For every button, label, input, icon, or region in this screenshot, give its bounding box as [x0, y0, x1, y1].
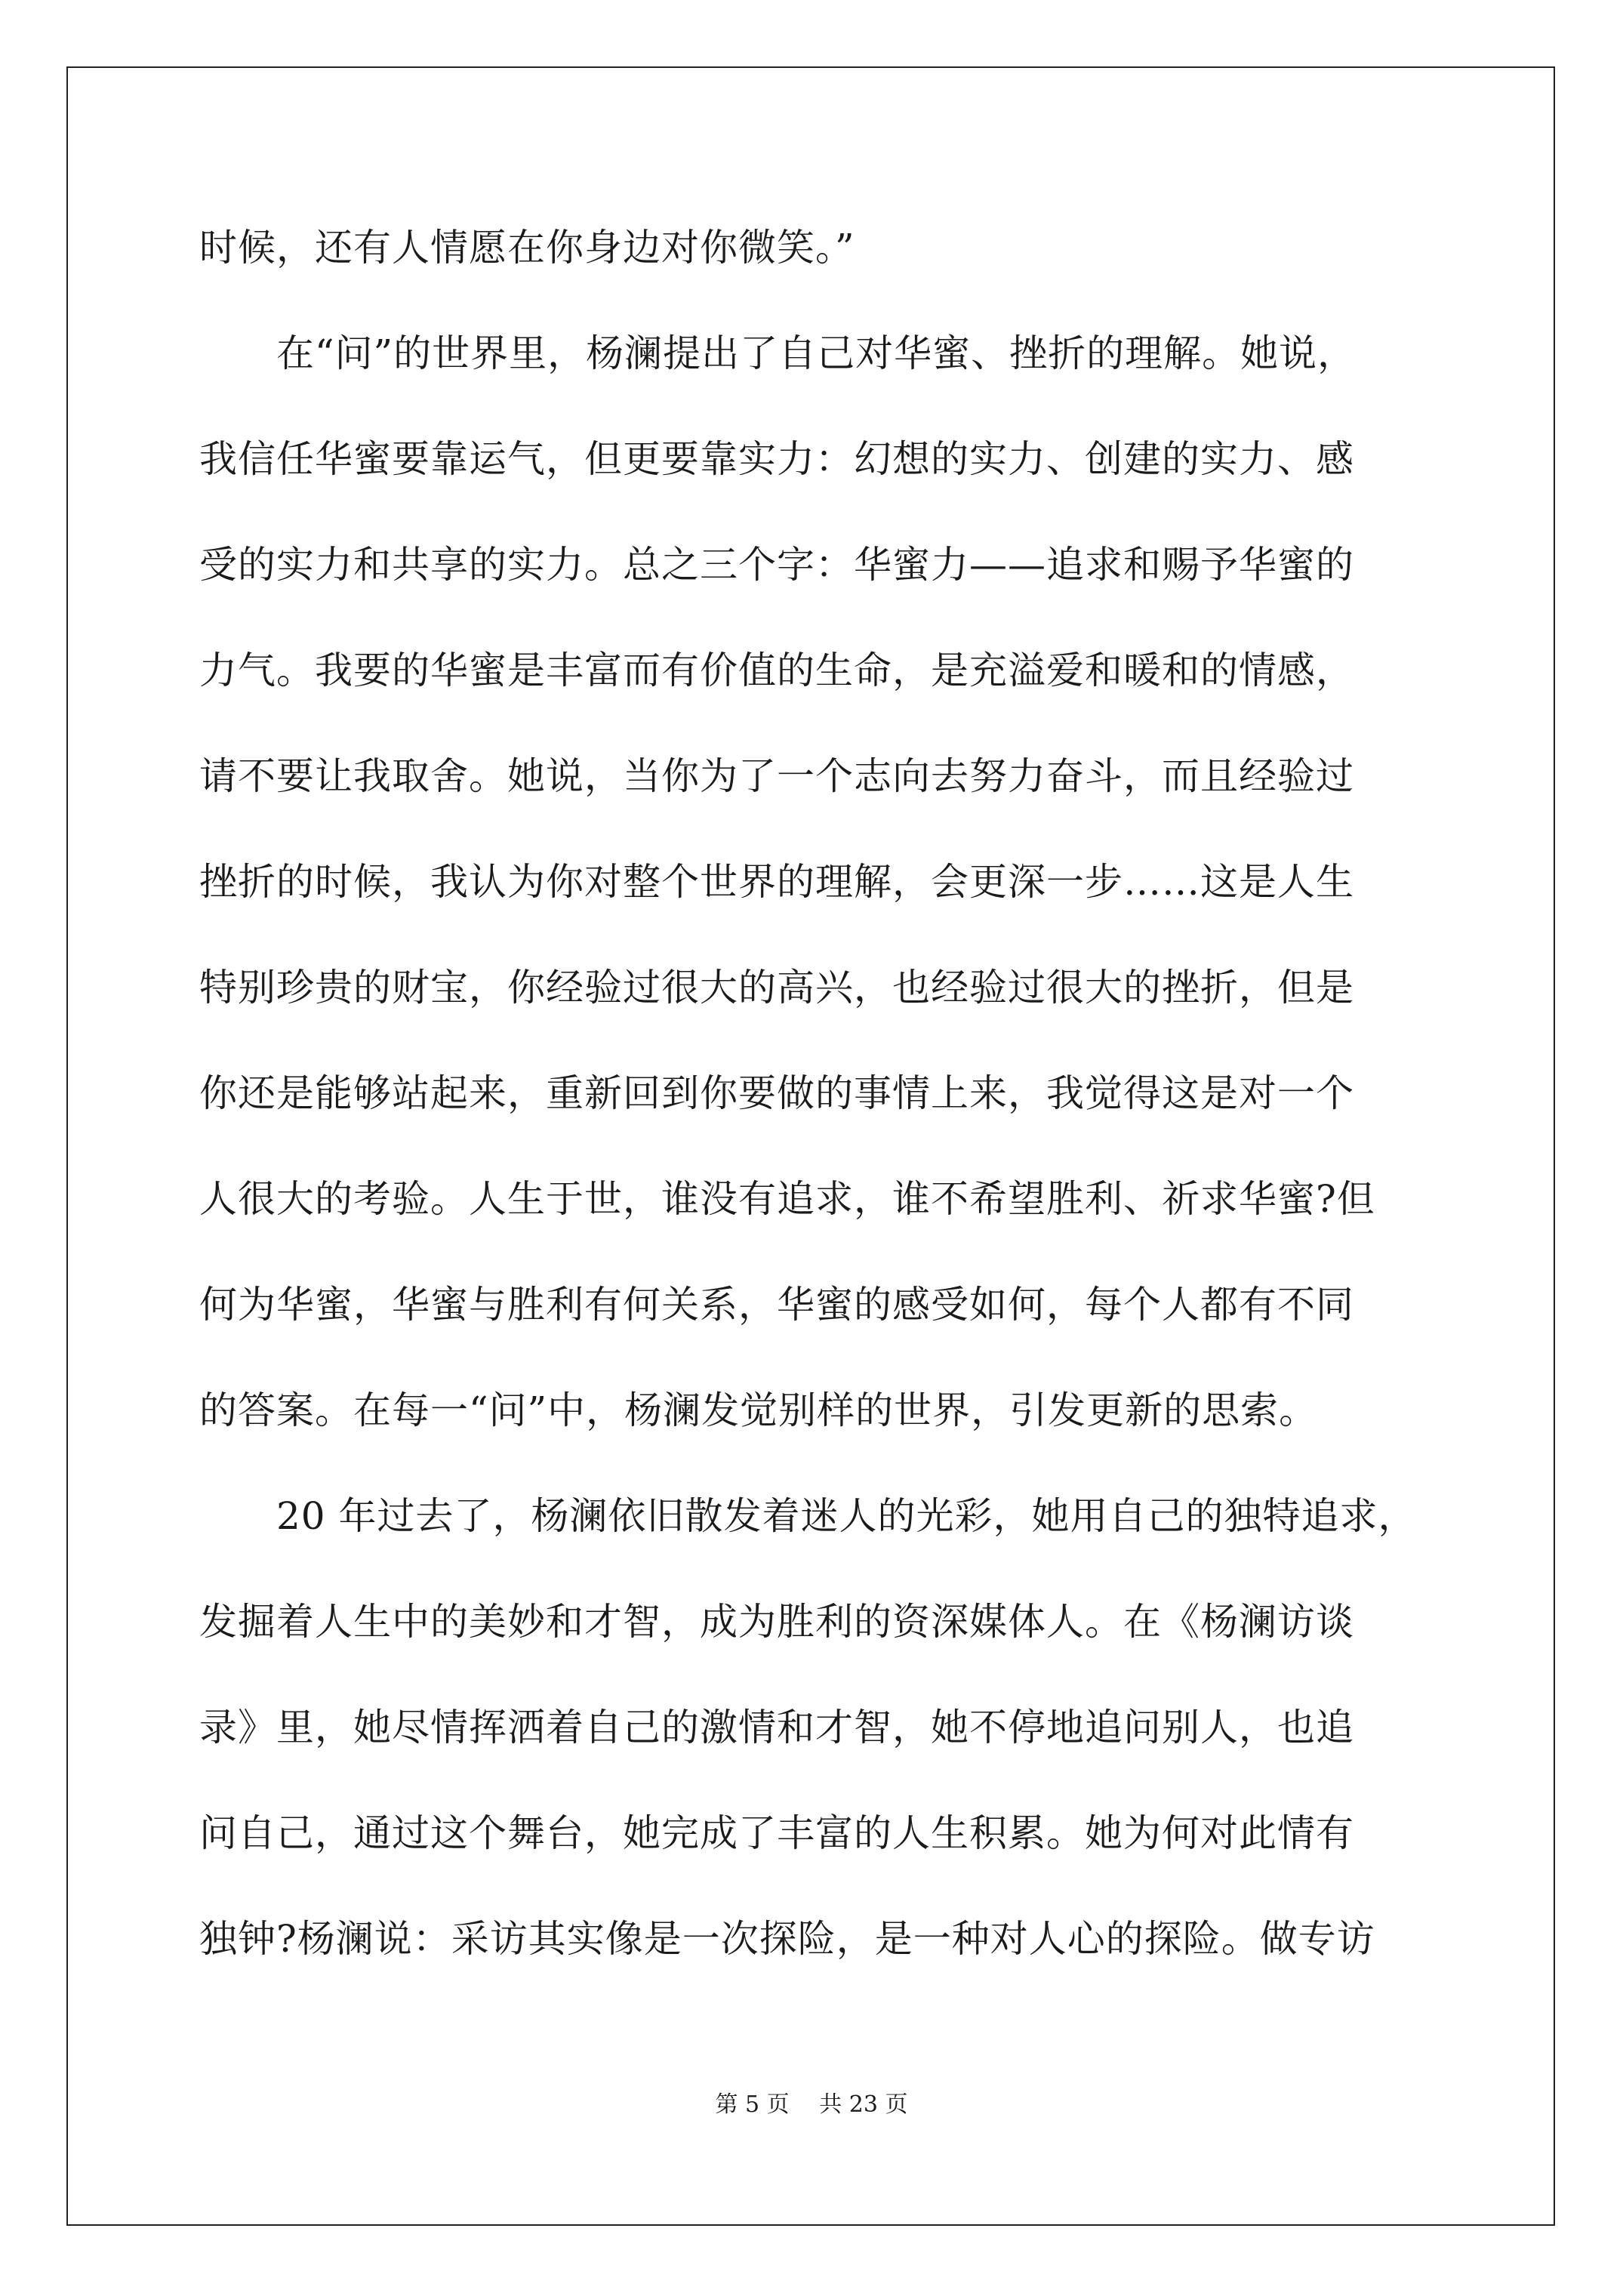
body-line: 的答案。在每一“问”中，杨澜发觉别样的世界，引发更新的思索。 [199, 1388, 1318, 1432]
body-line: 录》里，她尽情挥洒着自己的激情和才智，她不停地追问别人，也追 [199, 1706, 1354, 1749]
body-line: 你还是能够站起来，重新回到你要做的事情上来，我觉得这是对一个 [199, 1071, 1354, 1115]
body-line: 挫折的时候，我认为你对整个世界的理解，会更深一步……这是人生 [199, 860, 1354, 904]
page-border [66, 66, 1555, 2226]
page-number-footer: 第 5 页 共 23 页 [715, 2091, 908, 2118]
body-line: 力气。我要的华蜜是丰富而有价值的生命，是充溢爱和暖和的情感， [199, 649, 1354, 692]
body-line: 时候，还有人情愿在你身边对你微笑。” [199, 226, 855, 270]
body-line: 在“问”的世界里，杨澜提出了自己对华蜜、挫折的理解。她说， [199, 331, 1357, 375]
body-line: 发掘着人生中的美妙和才智，成为胜利的资深媒体人。在《杨澜访谈 [199, 1600, 1354, 1644]
body-line: 20 年过去了，杨澜依旧散发着迷人的光彩，她用自己的独特追求， [199, 1494, 1417, 1538]
body-line: 何为华蜜，华蜜与胜利有何关系，华蜜的感受如何，每个人都有不同 [199, 1283, 1354, 1327]
body-line: 特别珍贵的财宝，你经验过很大的高兴，也经验过很大的挫折，但是 [199, 966, 1354, 1009]
body-line: 我信任华蜜要靠运气，但更要靠实力：幻想的实力、创建的实力、感 [199, 437, 1354, 481]
body-line: 人很大的考验。人生于世，谁没有追求，谁不希望胜利、祈求华蜜?但 [199, 1177, 1375, 1221]
body-line: 请不要让我取舍。她说，当你为了一个志向去努力奋斗，而且经验过 [199, 754, 1354, 798]
body-line: 受的实力和共享的实力。总之三个字：华蜜力——追求和赐予华蜜的 [199, 543, 1354, 587]
body-line: 独钟?杨澜说：采访其实像是一次探险，是一种对人心的探险。做专访 [199, 1917, 1375, 1961]
body-line: 问自己，通过这个舞台，她完成了丰富的人生积累。她为何对此情有 [199, 1811, 1354, 1855]
